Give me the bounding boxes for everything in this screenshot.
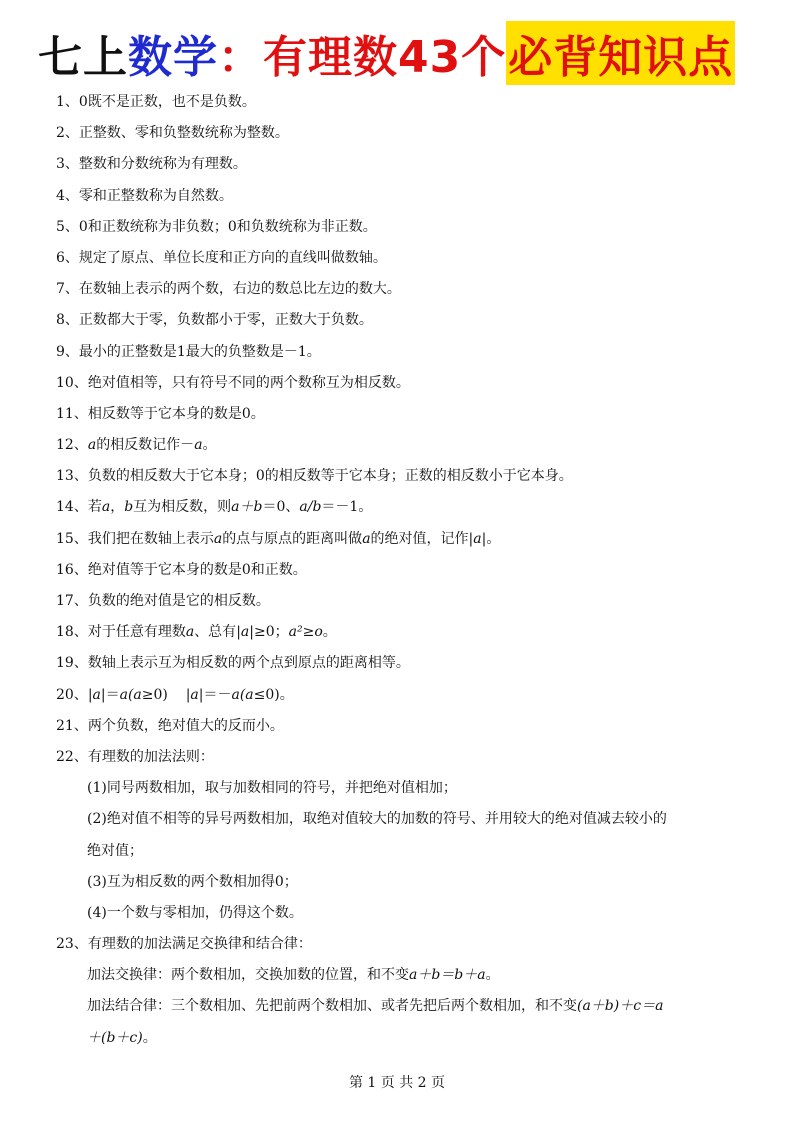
list-item: 18、对于任意有理数a、总有|a|≥0；a²≥o。 xyxy=(56,624,337,641)
list-item: 10、绝对值相等，只有符号不同的两个数称互为相反数。 xyxy=(56,374,410,391)
title-topic: ：有理数43个 xyxy=(218,32,507,83)
list-item: 5、0和正数统称为非负数；0和负数统称为非正数。 xyxy=(56,218,377,235)
knowledge-list xyxy=(56,87,746,1054)
sub-item: ＋(b＋c)。 xyxy=(87,1029,157,1046)
sub-item: (4)一个数与零相加，仍得这个数。 xyxy=(87,904,303,921)
list-item: 2、正整数、零和负整数统称为整数。 xyxy=(56,125,289,142)
title-subject: 数学 xyxy=(128,32,218,83)
page-footer: 第 1 页 共 2 页 xyxy=(348,1075,446,1091)
sub-item: 加法结合律：三个数相加、先把前两个数相加、或者先把后两个数相加，和不变(a＋b)＋c＝a xyxy=(87,998,664,1015)
list-item: 19、数轴上表示互为相反数的两个点到原点的距离相等。 xyxy=(56,655,410,672)
list-item: 21、两个负数，绝对值大的反而小。 xyxy=(56,717,284,734)
sub-item: (1)同号两数相加，取与加数相同的符号，并把绝对值相加； xyxy=(87,780,457,797)
list-item: 20、|a|＝a(a≥0) |a|＝－a(a≤0)。 xyxy=(56,686,294,703)
list-item: 17、负数的绝对值是它的相反数。 xyxy=(56,593,270,609)
page-title xyxy=(38,20,735,86)
list-item: 16、绝对值等于它本身的数是0和正数。 xyxy=(56,561,307,578)
list-item: 1、0既不是正数，也不是负数。 xyxy=(56,94,256,110)
list-item: 14、若a，b互为相反数，则a＋b＝0、a/b＝－1。 xyxy=(56,499,373,516)
list-item: 6、规定了原点、单位长度和正方向的直线叫做数轴。 xyxy=(56,249,387,266)
list-item: 8、正数都大于零，负数都小于零，正数大于负数。 xyxy=(56,312,373,329)
list-item: 4、零和正整数称为自然数。 xyxy=(56,187,233,204)
list-item: 7、在数轴上表示的两个数，右边的数总比左边的数大。 xyxy=(56,281,401,298)
sub-item: 绝对值； xyxy=(87,842,143,859)
list-item: 15、我们把在数轴上表示a的点与原点的距离叫做a的绝对值，记作|a|。 xyxy=(56,530,501,547)
list-item: 3、整数和分数统称为有理数。 xyxy=(56,156,247,173)
list-item: 9、最小的正整数是1最大的负整数是－1。 xyxy=(56,343,321,360)
list-item: 23、有理数的加法满足交换律和结合律： xyxy=(56,936,312,953)
sub-item: 加法交换律：两个数相加，交换加数的位置，和不变a＋b＝b＋a。 xyxy=(87,967,500,984)
list-item: 13、负数的相反数大于它本身；0的相反数等于它本身；正数的相反数小于它本身。 xyxy=(56,468,573,485)
title-highlight: 必背知识点 xyxy=(506,21,735,85)
title-grade: 七上 xyxy=(38,32,128,83)
sub-item: (2)绝对值不相等的异号两数相加，取绝对值较大的加数的符号、并用较大的绝对值减去较小的 xyxy=(87,811,667,828)
list-item: 22、有理数的加法法则： xyxy=(56,748,214,765)
list-item: 12、a的相反数记作－a。 xyxy=(56,437,217,454)
sub-item: (3)互为相反数的两个数相加得0； xyxy=(87,873,298,890)
list-item: 11、相反数等于它本身的数是0。 xyxy=(56,405,265,422)
